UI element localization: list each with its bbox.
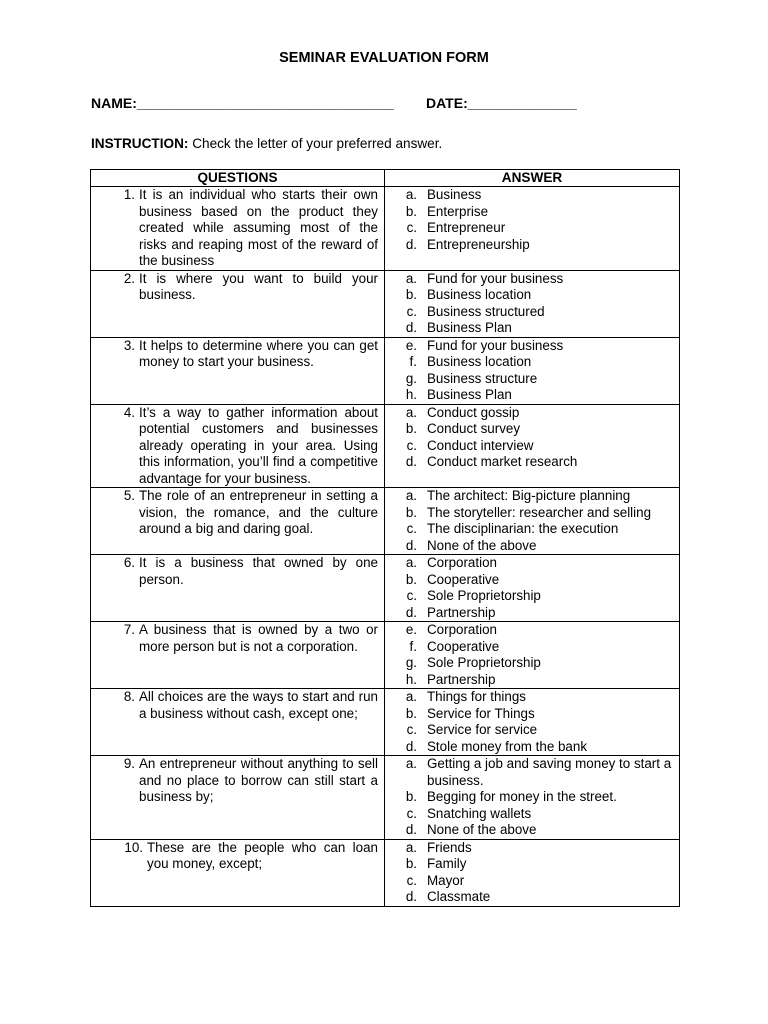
answer-option[interactable] <box>385 605 679 622</box>
table-row <box>91 337 680 404</box>
table-row <box>91 187 680 271</box>
question-number: 2. <box>123 270 135 286</box>
option-letter: a. <box>405 488 417 503</box>
answer-option[interactable] <box>385 521 679 538</box>
answer-cell <box>385 839 680 906</box>
option-letter: b. <box>405 287 417 302</box>
question-text: It helps to determine where you can get money to start your business. <box>139 337 378 369</box>
option-text: Business Plan <box>427 387 512 402</box>
option-text: Things for things <box>427 689 526 704</box>
answer-cell <box>385 756 680 840</box>
instruction-label: INSTRUCTION: <box>91 136 189 151</box>
question-number: 7. <box>123 622 135 637</box>
question-rows <box>91 187 680 907</box>
answer-cell <box>385 689 680 756</box>
option-text: Conduct gossip <box>427 404 520 420</box>
table-header-row <box>91 170 680 187</box>
question-number: 4. <box>123 404 135 420</box>
option-letter: g. <box>405 655 417 670</box>
option-letter: d. <box>405 738 417 754</box>
question <box>91 622 384 655</box>
option-text: Entrepreneur <box>427 220 506 235</box>
option-letter: c. <box>406 805 417 821</box>
option-letter: d. <box>405 889 417 904</box>
question-number: 8. <box>123 689 135 704</box>
question-text: These are the people who can loan you money, except; <box>147 839 378 871</box>
option-letter: e. <box>405 337 417 353</box>
option-letter: d. <box>405 320 417 335</box>
option-text: Cooperative <box>427 638 500 654</box>
table-row <box>91 756 680 840</box>
question-number: 9. <box>123 756 135 771</box>
answer-option[interactable] <box>385 689 679 706</box>
answer-option[interactable] <box>385 454 679 471</box>
option-text: Conduct survey <box>427 421 521 436</box>
option-letter: f. <box>409 354 417 369</box>
instruction <box>91 136 442 151</box>
answer-option[interactable] <box>385 371 679 388</box>
option-text: Business structure <box>427 370 538 386</box>
question-number: 10. <box>124 839 143 855</box>
answer-option[interactable] <box>385 806 679 823</box>
question-text: It’s a way to gather information about potential customers and businesses already operating in your area. Using this information, you’ll find a competitive advantage for your business. <box>139 404 378 486</box>
option-letter: c. <box>406 220 417 235</box>
answer-option[interactable] <box>385 756 679 789</box>
option-text: Business Plan <box>427 320 512 335</box>
option-text: None of the above <box>427 822 537 837</box>
option-text: The architect: Big-picture planning <box>427 488 631 503</box>
answer-option[interactable] <box>385 237 679 254</box>
option-letter: b. <box>405 203 417 219</box>
option-letter: a. <box>405 756 417 771</box>
table-row <box>91 839 680 906</box>
answer-option[interactable] <box>385 220 679 237</box>
question-text: All choices are the ways to start and run a business without cash, except one; <box>139 689 378 721</box>
table-row <box>91 404 680 488</box>
question-cell <box>91 622 385 689</box>
answer-option[interactable] <box>385 789 679 806</box>
form-title: SEMINAR EVALUATION FORM <box>279 50 489 66</box>
option-text: Corporation <box>427 622 497 637</box>
option-letter: a. <box>405 689 417 704</box>
answer-option[interactable] <box>385 840 679 857</box>
question-cell <box>91 488 385 555</box>
option-letter: g. <box>405 370 417 386</box>
answer-header: ANSWER <box>385 170 680 187</box>
option-text: Stole money from the bank <box>427 738 588 754</box>
name-field[interactable]: NAME:_________________________________ <box>91 95 394 111</box>
question-number: 6. <box>123 555 135 570</box>
option-letter: f. <box>409 638 417 654</box>
option-text: Cooperative <box>427 571 500 587</box>
answer-option[interactable] <box>385 488 679 505</box>
option-letter: h. <box>405 671 417 687</box>
answer-option[interactable] <box>385 204 679 221</box>
answer-option[interactable] <box>385 822 679 839</box>
option-letter: d. <box>405 537 417 553</box>
answer-option[interactable] <box>385 622 679 639</box>
option-letter: b. <box>405 789 417 804</box>
answer-option[interactable] <box>385 706 679 723</box>
option-letter: h. <box>405 387 417 402</box>
option-letter: b. <box>405 856 417 871</box>
answer-cell <box>385 555 680 622</box>
option-text: Partnership <box>427 604 496 620</box>
option-text: Business location <box>427 287 532 302</box>
question-cell <box>91 187 385 271</box>
option-letter: b. <box>405 705 417 721</box>
option-letter: a. <box>405 555 417 570</box>
option-text: Fund for your business <box>427 337 564 353</box>
answer-option[interactable] <box>385 320 679 337</box>
question-text: It is a business that owned by one person. <box>139 555 378 587</box>
option-text: Snatching wallets <box>427 805 532 821</box>
option-letter: b. <box>405 571 417 587</box>
option-letter: c. <box>406 521 417 536</box>
question-cell <box>91 404 385 488</box>
option-text: Business location <box>427 354 532 369</box>
answer-option[interactable] <box>385 287 679 304</box>
option-text: Getting a job and saving money to start a business. <box>427 756 672 788</box>
question-number: 1. <box>123 187 135 202</box>
option-text: Classmate <box>427 889 491 904</box>
option-letter: a. <box>405 270 417 286</box>
option-text: Business <box>427 187 482 202</box>
question-cell <box>91 337 385 404</box>
option-text: Mayor <box>427 872 465 888</box>
question <box>91 405 384 488</box>
answer-option[interactable] <box>385 873 679 890</box>
answer-option[interactable] <box>385 338 679 355</box>
option-letter: d. <box>405 236 417 252</box>
question-cell <box>91 270 385 337</box>
question <box>91 271 384 304</box>
question-cell <box>91 555 385 622</box>
option-letter: c. <box>406 872 417 888</box>
answer-cell <box>385 337 680 404</box>
option-text: Conduct interview <box>427 437 534 453</box>
option-text: The storyteller: researcher and selling <box>427 504 652 520</box>
option-letter: e. <box>405 622 417 637</box>
option-text: Enterprise <box>427 203 489 219</box>
option-text: None of the above <box>427 537 537 553</box>
answer-option[interactable] <box>385 889 679 906</box>
answer-option[interactable] <box>385 588 679 605</box>
option-letter: d. <box>405 454 417 469</box>
answer-option[interactable] <box>385 271 679 288</box>
answer-option[interactable] <box>385 354 679 371</box>
question-text: A business that is owned by a two or more person but is not a corporation. <box>139 622 378 654</box>
questionnaire-table <box>90 169 680 907</box>
answer-option[interactable] <box>385 187 679 204</box>
answer-option[interactable] <box>385 538 679 555</box>
question <box>91 187 384 270</box>
question <box>91 756 384 806</box>
question-cell <box>91 689 385 756</box>
question-text: It is where you want to build your business. <box>139 270 378 302</box>
table-row <box>91 555 680 622</box>
question <box>91 555 384 588</box>
option-letter: b. <box>405 504 417 520</box>
answer-option[interactable] <box>385 655 679 672</box>
option-letter: d. <box>405 822 417 837</box>
option-text: Partnership <box>427 671 496 687</box>
answer-option[interactable] <box>385 672 679 689</box>
answer-cell <box>385 187 680 271</box>
answer-option[interactable] <box>385 421 679 438</box>
answer-option[interactable] <box>385 304 679 321</box>
question <box>91 689 384 722</box>
option-letter: c. <box>406 722 417 737</box>
instruction-text: Check the letter of your preferred answer. <box>188 136 443 151</box>
question <box>91 488 384 538</box>
option-text: Begging for money in the street. <box>427 789 617 804</box>
option-text: Sole Proprietorship <box>427 655 541 670</box>
answer-option[interactable] <box>385 722 679 739</box>
answer-option[interactable] <box>385 856 679 873</box>
option-letter: c. <box>406 588 417 603</box>
table-row <box>91 488 680 555</box>
answer-cell <box>385 404 680 488</box>
option-text: Conduct market research <box>427 454 578 469</box>
option-letter: a. <box>405 839 417 855</box>
option-letter: c. <box>406 303 417 319</box>
option-text: Family <box>427 856 467 871</box>
option-text: Service for service <box>427 722 538 737</box>
option-letter: a. <box>405 187 417 202</box>
question-number: 5. <box>123 488 135 503</box>
question-text: It is an individual who starts their own business based on the product they created while assuming most of the risks and reaping most of the reward of the business <box>139 187 378 268</box>
question-cell <box>91 756 385 840</box>
option-letter: b. <box>405 421 417 436</box>
answer-cell <box>385 270 680 337</box>
option-text: Fund for your business <box>427 270 564 286</box>
answer-option[interactable] <box>385 505 679 522</box>
option-text: Corporation <box>427 555 497 570</box>
answer-option[interactable] <box>385 438 679 455</box>
option-text: The disciplinarian: the execution <box>427 521 619 536</box>
question <box>91 840 384 873</box>
answer-option[interactable] <box>385 572 679 589</box>
option-text: Friends <box>427 839 472 855</box>
answer-option[interactable] <box>385 639 679 656</box>
answer-option[interactable] <box>385 555 679 572</box>
option-text: Sole Proprietorship <box>427 588 541 603</box>
table-row <box>91 689 680 756</box>
question-text: The role of an entrepreneur in setting a vision, the romance, and the culture around a big and daring goal. <box>139 488 378 536</box>
option-text: Service for Things <box>427 705 535 721</box>
option-text: Business structured <box>427 303 545 319</box>
questions-header: QUESTIONS <box>91 170 385 187</box>
date-field[interactable]: DATE:______________ <box>426 95 577 111</box>
answer-option[interactable] <box>385 739 679 756</box>
table-row <box>91 622 680 689</box>
table-row <box>91 270 680 337</box>
option-text: Entrepreneurship <box>427 236 530 252</box>
option-letter: a. <box>405 404 417 420</box>
question-number: 3. <box>123 337 135 353</box>
answer-option[interactable] <box>385 387 679 404</box>
option-letter: c. <box>406 437 417 453</box>
question-cell <box>91 839 385 906</box>
answer-cell <box>385 622 680 689</box>
question <box>91 338 384 371</box>
question-text: An entrepreneur without anything to sell and no place to borrow can still start a business by; <box>139 756 378 804</box>
option-letter: d. <box>405 604 417 620</box>
answer-cell <box>385 488 680 555</box>
answer-option[interactable] <box>385 405 679 422</box>
